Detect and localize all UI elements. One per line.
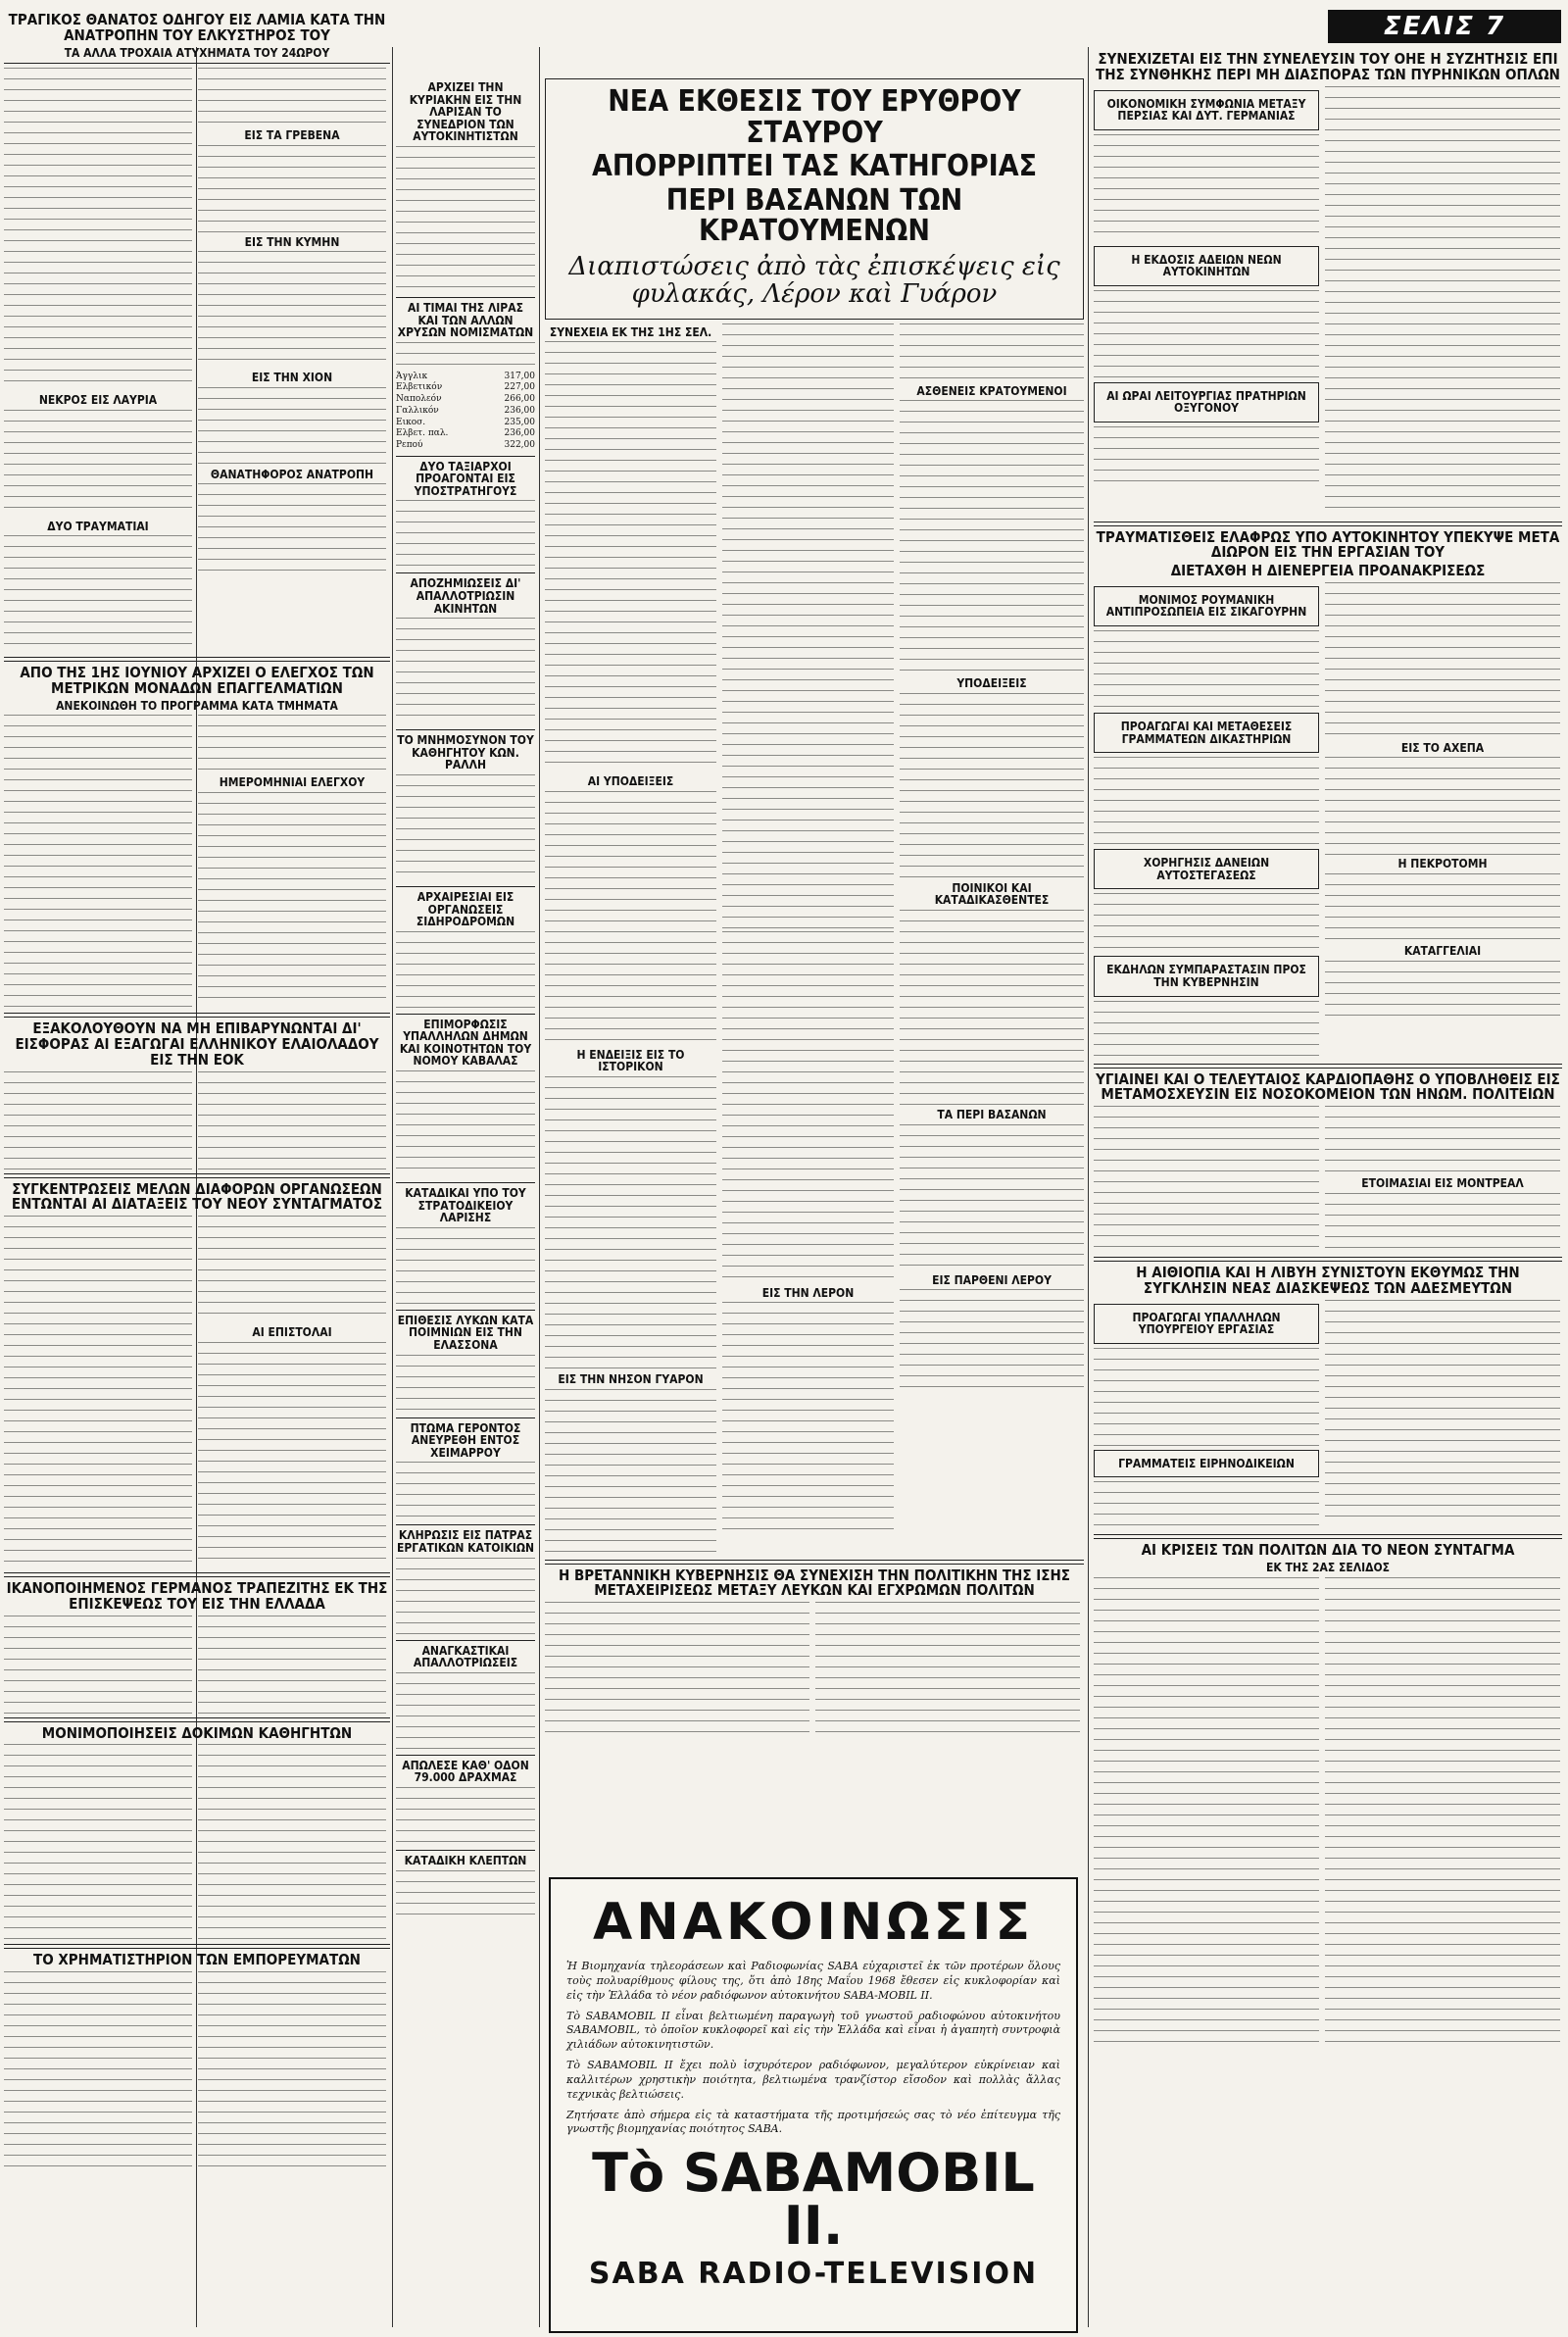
headline-heart-transplant: ΥΓΙΑΙΝΕΙ ΚΑΙ Ο ΤΕΛΕΥΤΑΙΟΣ ΚΑΡΔΙΟΠΑΘΗΣ Ο ΥΠΟΒΛΗΘΕΙΣ ΕΙΣ ΜΕΤΑΜΟΣΧΕΥΣΙΝ ΕΙΣ ΝΟΣΟΚΟΜΕΙΟΝ ΤΩΝ ΗΝΩΜ. ΠΟΛΙΤΕΙΩΝ [1096,1069,1560,1104]
headline-brigadiers: ΔΥΟ ΤΑΞΙΑΡΧΟΙ ΠΡΟΑΓΟΝΤΑΙ ΕΙΣ ΥΠΟΣΤΡΑΤΗΓΟΥΣ [414,459,517,498]
price-table [396,372,535,452]
headline-rejects: ΑΠΟΡΡΙΠΤΕΙ ΤΑΣ ΚΑΤΗΓΟΡΙΑΣ [591,149,1038,183]
headline-expropriations: ΑΝΑΓΚΑΣΤΙΚΑΙ ΑΠΑΛΛΟΤΡΙΩΣΕΙΣ [413,1643,518,1670]
headline-torture: ΠΕΡΙ ΒΑΣΑΝΩΝ ΤΩΝ ΚΡΑΤΟΥΜΕΝΩΝ [665,182,963,248]
subhead-autopsy: Η ΠΕΚΡΟΤΟΜΗ [1397,857,1488,871]
article-body [198,715,386,773]
subhead-montreal: ΕΤΟΙΜΑΣΙΑΙ ΕΙΣ ΜΟΝΤΡΕΑΛ [1361,1176,1524,1190]
article-body [396,1672,535,1751]
article-body [1094,630,1319,709]
article-body [1094,1001,1319,1060]
price-row: Ρεπού 322,00 [396,439,535,450]
article-body [396,1227,535,1306]
article-body [4,1216,192,1568]
article-body [198,1744,386,1940]
price-row: Εικοσ. 235,00 [396,417,535,427]
subhead-from-page-2: ΕΚ ΤΗΣ 2ΑΣ ΣΕΛΙΔΟΣ [1265,1561,1391,1575]
headline-german-banker: ΙΚΑΝΟΠΟΙΗΜΕΝΟΣ ΓΕΡΜΑΝΟΣ ΤΡΑΠΕΖΙΤΗΣ ΕΚ ΤΗΣ ΕΠΙΣΚΕΨΕΩΣ ΤΟΥ ΕΙΣ ΤΗΝ ΕΛΛΑΔΑ [6,1579,388,1613]
article-body [198,387,386,466]
page-number-badge: ΣΕΛΙΣ 7 [1328,10,1561,43]
article-body [198,1342,386,1567]
price-row: Ελβετικόν 227,00 [396,382,535,393]
article-body [396,1787,535,1846]
article-body [1325,961,1560,1019]
subhead-chios: ΕΙΣ ΤΗΝ ΧΙΟΝ [251,371,333,385]
column-left [4,10,390,2329]
ad-paragraph: Ζητήσατε ἀπὸ σήμερα εἰς τὰ καταστήματα τῆς προτιμήσεώς σας τὸ νέο ἐπίτευγμα τῆς γνωστῆς βιομηχανίας ποιότητος SABA. [566,2108,1060,2136]
subhead-partheni: ΕΙΣ ΠΑΡΘΕΝΙ ΛΕΡΟΥ [932,1272,1052,1287]
headline-labor-ministry: ΠΡΟΑΓΩΓΑΙ ΥΠΑΛΛΗΛΩΝ ΥΠΟΥΡΓΕΙΟΥ ΕΡΓΑΣΙΑΣ [1132,1310,1281,1337]
headline-citizens-opinions: ΑΙ ΚΡΙΣΕΙΣ ΤΩΝ ΠΟΛΙΤΩΝ ΔΙΑ ΤΟ ΝΕΟΝ ΣΥΝΤΑΓΜΑ [1141,1541,1515,1560]
headline-british-government: Η ΒΡΕΤΑΝΝΙΚΗ ΚΥΒΕΡΝΗΣΙΣ ΘΑ ΣΥΝΕΧΙΣΗ ΤΗΝ ΠΟΛΙΤΙΚΗΝ ΤΗΣ ΙΣΗΣ ΜΕΤΑΧΕΙΡΙΣΕΩΣ ΜΕΤΑΞΥ ΛΕΥΚΩΝ ΚΑΙ ΕΓΧΡΩΜΩΝ ΠΟΛΙΤΩΝ [558,1566,1071,1600]
article-body [396,1870,535,1919]
headline-body-found: ΠΤΩΜΑ ΓΕΡΟΝΤΟΣ ΑΝΕΥΡΕΘΗ ΕΝΤΟΣ ΧΕΙΜΑΡΡΟΥ [410,1420,521,1460]
article-body [1094,893,1319,952]
headline-car-accident: ΤΡΑΥΜΑΤΙΣΘΕΙΣ ΕΛΑΦΡΩΣ ΥΠΟ ΑΥΤΟΚΙΝΗΤΟΥ ΥΠΕΚΥΨΕ ΜΕΤΑ ΔΙΩΡΟΝ ΕΙΣ ΤΗΝ ΕΡΓΑΣΙΑΝ ΤΟΥ [1096,527,1560,562]
headline-red-cross: ΝΕΑ ΕΚΘΕΣΙΣ ΤΟΥ ΕΡΥΘΡΟΥ ΣΤΑΥΡΟΥ [608,84,1021,150]
ad-paragraph: Τὸ SABAMOBIL II εἶναι βελτιωμένη παραγωγὴ τοῦ γνωστοῦ ραδιοφώνου αὐτοκινήτου SABAMOBIL, τὸ ὁποῖον κυκλοφορεῖ καὶ εἰς τὴν Ἑλλάδα καὶ εἶναι ἡ ἀγαπητὴ συντροφιὰ χιλιάδων αὐτοκινητιστῶν. [566,2009,1060,2052]
subhead-letters: ΑΙ ΕΠΙΣΤΟΛΑΙ [252,1325,332,1340]
article-body [396,1462,535,1520]
article-body [1094,1577,1319,2048]
article-body [198,1616,386,1714]
column-second [396,78,535,2329]
column-right [1094,49,1562,2329]
article-body [545,1602,809,1739]
subhead-convicts: ΠΟΙΝΙΚΟΙ ΚΑΙ ΚΑΤΑΔΙΚΑΣΘΕΝΤΕΣ [934,880,1050,908]
article-body [900,1289,1084,1397]
subhead-sick-prisoners: ΑΣΘΕΝΕΙΣ ΚΡΑΤΟΥΜΕΝΟΙ [916,383,1067,398]
article-body [815,1602,1080,1739]
saba-advertisement [549,1877,1078,2333]
subhead-kymi: ΕΙΣ ΤΗΝ ΚΥΜΗΝ [244,234,340,249]
article-body [900,1124,1084,1271]
subhead-leros: ΕΙΣ ΤΗΝ ΛΕΡΟΝ [761,1285,855,1300]
article-body [1094,426,1319,485]
article-body [396,146,535,293]
article-body [4,1071,192,1169]
article-body [396,618,535,725]
subhead-traffic: ΤΑ ΑΛΛΑ ΤΡΟΧΑΙΑ ΑΤΥΧΗΜΑΤΑ ΤΟΥ 24ΩΡΟΥ [64,45,330,60]
subhead-lavrion: ΝΕΚΡΟΣ ΕΙΣ ΛΑΥΡΙΑ [38,393,158,408]
subhead-suggestions: ΑΙ ΥΠΟΔΕΙΞΕΙΣ [587,774,674,789]
headline-kavala-training: ΕΠΙΜΟΡΦΩΣΙΣ ΥΠΑΛΛΗΛΩΝ ΔΗΜΩΝ ΚΑΙ ΚΟΙΝΟΤΗΤΩΝ ΤΟΥ ΝΟΜΟΥ ΚΑΒΑΛΑΣ [399,1017,532,1069]
headline-metric-units: ΑΠΟ ΤΗΣ 1ΗΣ ΙΟΥΝΙΟΥ ΑΡΧΙΖΕΙ Ο ΕΛΕΓΧΟΣ ΤΩΝ ΜΕΤΡΙΚΩΝ ΜΟΝΑΔΩΝ ΕΠΑΓΓΕΛΜΑΤΙΩΝ [20,664,374,698]
article-body [1325,582,1560,739]
subhead-injured: ΔΥΟ ΤΡΑΥΜΑΤΙΑΙ [47,519,149,533]
headline-ethiopia-libya: Η ΑΙΘΙΟΠΙΑ ΚΑΙ Η ΛΙΒΥΗ ΣΥΝΙΣΤΟΥΝ ΕΚΘΥΜΩΣ ΤΗΝ ΣΥΓΚΛΗΣΙΝ ΝΕΑΣ ΔΙΑΣΚΕΨΕΩΣ ΤΩΝ ΑΔΕΣΜΕΥΤΩΝ [1136,1264,1520,1297]
price-row: Ναπολεόν 266,00 [396,394,535,405]
headline-commodities-exchange: ΤΟ ΧΡΗΜΑΤΙΣΤΗΡΙΟΝ ΤΩΝ ΕΜΠΟΡΕΥΜΑΤΩΝ [33,1951,361,1969]
headline-lamia: ΤΡΑΓΙΚΟΣ ΘΑΝΑΤΟΣ ΟΔΗΓΟΥ ΕΙΣ ΛΑΜΙΑ ΚΑΤΑ ΤΗΝ ΑΝΑΤΡΟΠΗΝ ΤΟΥ ΕΛΚΥΣΤΗΡΟΣ ΤΟΥ [8,11,386,44]
article-body [4,715,192,1009]
article-body [198,792,386,1008]
article-body [545,791,716,1046]
article-body [396,1355,535,1414]
headline-patras-draw: ΚΛΗΡΩΣΙΣ ΕΙΣ ΠΑΤΡΑΣ ΕΡΓΑΤΙΚΩΝ ΚΑΤΟΙΚΙΩΝ [396,1528,535,1555]
headline-oxygen: ΑΙ ΩΡΑΙ ΛΕΙΤΟΥΡΓΙΑΣ ΠΡΑΤΗΡΙΩΝ ΟΞΥΓΟΝΟΥ [1106,388,1306,416]
headline-romania: ΜΟΝΙΜΟΣ ΡΟΥΜΑΝΙΚΗ ΑΝΤΙΠΡΟΣΩΠΕΙΑ ΕΙΣ ΣΙΚΑΓΟΥΡΗΝ [1105,592,1307,620]
article-body [4,535,192,653]
article-body [1094,757,1319,845]
article-body [396,774,535,882]
article-body [900,400,1084,674]
headline-subtitle: Διαπιστώσεις ἀπὸ τὰς ἐπισκέψεις εἰς φυλακάς, Λέρον καὶ Γυάρον [568,251,1060,310]
article-body [198,251,386,369]
headline-loans: ΧΟΡΗΓΗΣΙΣ ΔΑΝΕΙΩΝ ΑΥΤΟΣΤΕΓΑΣΕΩΣ [1143,856,1270,882]
headline-constitution: ΣΥΓΚΕΝΤΡΩΣΕΙΣ ΜΕΛΩΝ ΔΙΑΦΟΡΩΝ ΟΡΓΑΝΩΣΕΩΝ ΕΝΤΩΝΤΑΙ ΑΙ ΔΙΑΤΑΞΕΙΣ ΤΟΥ ΝΕΟΥ ΣΥΝΤΑΓΜΑΤΟΣ [11,1179,383,1214]
subhead-ahepa: ΕΙΣ ΤΟ ΑΧΕΠΑ [1400,740,1485,755]
article-body [722,1302,894,1537]
article-body [722,931,894,1284]
subhead-torture: ΤΑ ΠΕΡΙ ΒΑΣΑΝΩΝ [937,1108,1047,1122]
article-body [396,1558,535,1636]
article-body [900,693,1084,879]
headline-olive-oil: ΕΞΑΚΟΛΟΥΘΟΥΝ ΝΑ ΜΗ ΕΠΙΒΑΡΥΝΩΝΤΑΙ ΔΙ' ΕΙΣΦΟΡΑΣ ΑΙ ΕΞΑΓΩΓΑΙ ΕΛΛΗΝΙΚΟΥ ΕΛΑΙΟΛΑΔΟΥ ΕΙΣ ΤΗΝ ΕΟΚ [15,1019,379,1069]
column-center [545,78,1084,1866]
ad-brand: Τὸ SABAMOBIL II. [592,2142,1035,2258]
headline-un-nuclear: ΣΥΝΕΧΙΖΕΤΑΙ ΕΙΣ ΤΗΝ ΣΥΝΕΛΕΥΣΙΝ ΤΟΥ ΟΗΕ Η ΣΥΖΗΤΗΣΙΣ ΕΠΙ ΤΗΣ ΣΥΝΘΗΚΗΣ ΠΕΡΙ ΜΗ ΔΙΑΣΠΟΡΑΣ ΤΩΝ ΠΥΡΗΝΙΚΩΝ ΟΠΛΩΝ [1096,50,1560,83]
article-body [1325,757,1560,855]
article-body [1325,1193,1560,1252]
article-body [198,1071,386,1169]
article-body [198,1216,386,1323]
article-body [4,1971,192,2167]
article-body [722,323,894,931]
headline-drivers-congress: ΑΡΧΙΖΕΙ ΤΗΝ ΚΥΡΙΑΚΗΝ ΕΙΣ ΤΗΝ ΛΑΡΙΣΑΝ ΤΟ ΣΥΝΕΔΡΙΟΝ ΤΩΝ ΑΥΤΟΚΙΝΗΤΙΣΤΩΝ [409,80,522,144]
column-rule [539,47,540,2327]
article-body [1094,1348,1319,1446]
subhead-dates: ΗΜΕΡΟΜΗΝΙΑΙ ΕΛΕΓΧΟΥ [219,775,366,790]
headline-support: ΕΚΔΗΛΩΝ ΣΥΜΠΑΡΑΣΤΑΣΙΝ ΠΡΟΣ ΤΗΝ ΚΥΒΕΡΝΗΣΙΝ [1106,963,1306,989]
ad-tagline: SABA RADIO-TELEVISION [588,2257,1039,2292]
headline-gold-prices: ΑΙ ΤΙΜΑΙ ΤΗΣ ΛΙΡΑΣ ΚΑΙ ΤΩΝ ΑΛΛΩΝ ΧΡΥΣΩΝ ΝΟΜΙΣΜΑΤΩΝ [397,300,534,340]
article-body [396,1070,535,1178]
ad-paragraph: Τὸ SABAMOBIL II ἔχει πολὺ ἰσχυρότερον ραδιόφωνον, μεγαλύτερον εὐκρίνειαν καὶ καλλιτέρων χρηστικὴν ποιότητα, βελτιωμένα τρανζίστορ εἴσοδον καὶ πολλὰς ἄλλας τεχνικὰς βελτιώσεις. [566,2059,1060,2101]
column-rule [1088,47,1089,2327]
headline-memorial: ΤΟ ΜΝΗΜΟΣΥΝΟΝ ΤΟΥ ΚΑΘΗΓΗΤΟΥ ΚΩΝ. ΡΑΛΛΗ [397,733,534,772]
article-body [1325,1577,1560,2048]
subhead-complaints: ΚΑΤΑΓΓΕΛΙΑΙ [1403,943,1482,958]
headline-teachers: ΜΟΝΙΜΟΠΟΙΗΣΕΙΣ ΔΟΚΙΜΩΝ ΚΑΘΗΓΗΤΩΝ [41,1723,353,1742]
headline-wolves: ΕΠΙΘΕΣΙΣ ΛΥΚΩΝ ΚΑΤΑ ΠΟΙΜΝΙΩΝ ΕΙΣ ΤΗΝ ΕΛΑΣΣΟΝΑ [397,1313,534,1353]
article-body [4,1744,192,1940]
subhead-program: ΑΝΕΚΟΙΝΩΘΗ ΤΟ ΠΡΟΓΡΑΜΜΑ ΚΑΤΑ ΤΜΗΜΑΤΑ [56,698,338,713]
article-body [4,68,192,391]
article-body [900,910,1084,1106]
subhead-history: Η ΕΝΔΕΙΞΙΣ ΕΙΣ ΤΟ ΙΣΤΟΡΙΚΟΝ [576,1047,685,1074]
headline-clerks: ΠΡΟΑΓΩΓΑΙ ΚΑΙ ΜΕΤΑΘΕΣΕΙΣ ΓΡΑΜΜΑΤΕΩΝ ΔΙΚΑΣΤΗΡΙΩΝ [1120,719,1293,746]
subhead-fatal: ΘΑΝΑΤΗΦΟΡΟΣ ΑΝΑΤΡΟΠΗ [210,467,374,481]
article-body [198,145,386,233]
subhead-grevena: ΕΙΣ ΤΑ ΓΡΕΒΕΝΑ [244,128,340,143]
subhead-indications: ΥΠΟΔΕΙΞΕΙΣ [956,676,1027,691]
ad-title: ΑΝΑΚΟΙΝΩΣΙΣ [593,1893,1034,1952]
article-body [900,323,1084,382]
article-body [545,1076,716,1370]
article-body [396,500,535,569]
column-rule [392,47,393,2327]
article-body [1094,1481,1319,1530]
headline-court-martial: ΚΑΤΑΔΙΚΑΙ ΥΠΟ ΤΟΥ ΣΤΡΑΤΟΔΙΚΕΙΟΥ ΛΑΡΙΣΗΣ [405,1186,526,1225]
article-body [1325,86,1560,518]
article-body [1325,1300,1560,1525]
subhead-continued: ΣΥΝΕΧΕΙΑ ΕΚ ΤΗΣ 1ΗΣ ΣΕΛ. [549,324,712,339]
price-row: Γαλλικόν 236,00 [396,405,535,416]
headline-thieves: ΚΑΤΑΔΙΚΗ ΚΛΕΠΤΩΝ [404,1853,527,1867]
article-body [545,341,716,772]
headline-magistrates: ΓΡΑΜΜΑΤΕΙΣ ΕΙΡΗΝΟΔΙΚΕΙΩΝ [1118,1456,1295,1470]
article-body [4,410,192,518]
article-body [1094,290,1319,378]
price-row: Ελβετ. παλ. 236,00 [396,428,535,439]
price-row: Άγγλικ 317,00 [396,371,535,381]
headline-car-permits: Η ΕΚΔΟΣΙΣ ΑΔΕΙΩΝ ΝΕΩΝ ΑΥΤΟΚΙΝΗΤΩΝ [1131,252,1282,279]
article-body [396,342,535,372]
article-body [1325,1106,1560,1174]
headline-compensation: ΑΠΟΖΗΜΙΩΣΕΙΣ ΔΙ' ΑΠΑΛΛΟΤΡΙΩΣΙΝ ΑΚΙΝΗΤΩΝ [410,576,521,616]
article-body [396,931,535,1010]
article-body [1094,1106,1319,1253]
subhead-investigation: ΔΙΕΤΑΧΘΗ Η ΔΙΕΝΕΡΓΕΙΑ ΠΡΟΑΝΑΚΡΙΣΕΩΣ [1170,562,1486,579]
subhead-gyaros: ΕΙΣ ΤΗΝ ΝΗΣΟΝ ΓΥΑΡΟΝ [558,1372,704,1387]
article-body [1325,873,1560,942]
article-body [198,68,386,126]
headline-rail-elections: ΑΡΧΑΙΡΕΣΙΑΙ ΕΙΣ ΟΡΓΑΝΩΣΕΙΣ ΣΙΔΗΡΟΔΡΟΜΩΝ [416,889,515,929]
article-body [1094,134,1319,242]
article-body [198,483,386,572]
article-body [545,1389,716,1556]
article-body [4,1616,192,1714]
article-body [198,1971,386,2167]
ad-paragraph: Ἡ Βιομηχανία τηλεοράσεων καὶ Ραδιοφωνίας SABA εὐχαριστεῖ ἐκ τῶν προτέρων ὅλους τοὺς πολυαρίθμους φίλους της, ὅτι ἀπὸ 18ης Μαΐου 1968 ἔθεσεν εἰς κυκλοφορίαν καὶ εἰς τὴν Ἑλλάδα τὸ νέον ραδιόφωνον αὐτοκινήτου SABA-MOBIL II. [566,1960,1060,2002]
headline-lost-money: ΑΠΩΛΕΣΕ ΚΑΘ' ΟΔΟΝ 79.000 ΔΡΑΧΜΑΣ [402,1758,529,1785]
headline-persia-germany: ΟΙΚΟΝΟΜΙΚΗ ΣΥΜΦΩΝΙΑ ΜΕΤΑΞΥ ΠΕΡΣΙΑΣ ΚΑΙ ΔΥΤ. ΓΕΡΜΑΝΙΑΣ [1106,96,1306,124]
